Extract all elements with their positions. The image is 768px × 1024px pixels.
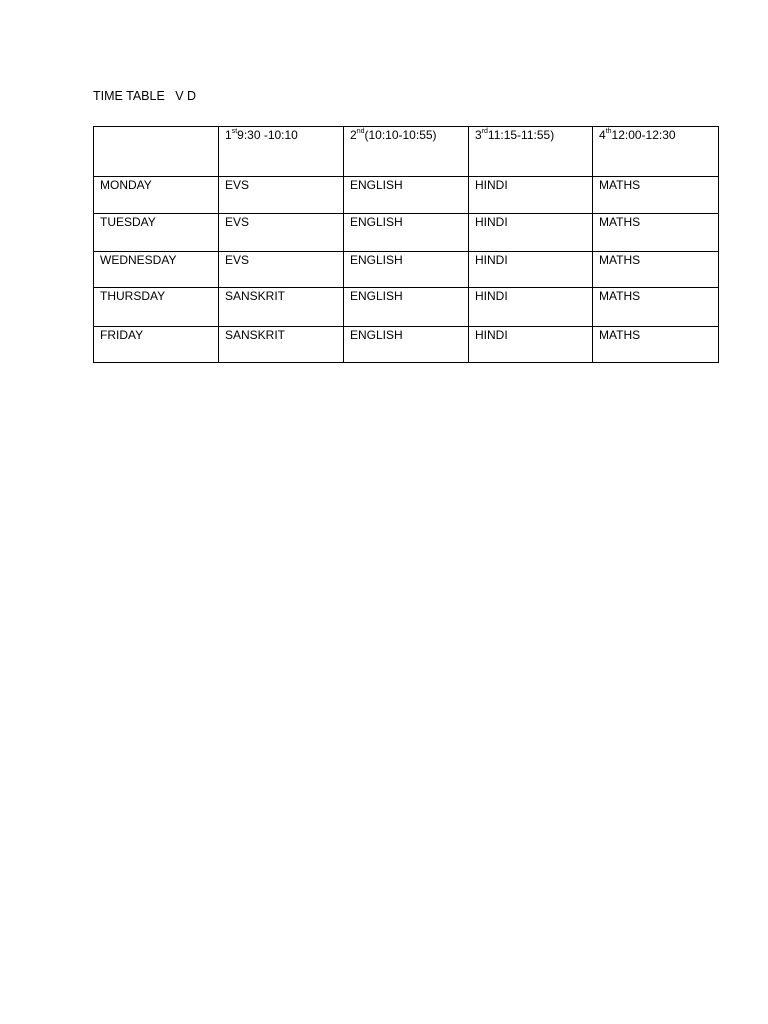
subject-cell: MATHS bbox=[593, 177, 719, 214]
table-row bbox=[94, 177, 719, 214]
subject-cell: HINDI bbox=[469, 214, 593, 252]
subject-cell: ENGLISH bbox=[344, 252, 469, 288]
day-cell: WEDNESDAY bbox=[94, 252, 219, 288]
period-header-2: 2nd(10:10-10:55) bbox=[344, 127, 469, 177]
subject-cell: MATHS bbox=[593, 288, 719, 327]
timetable bbox=[93, 126, 719, 363]
period-header-3: 3rd11:15-11:55) bbox=[469, 127, 593, 177]
subject-cell: EVS bbox=[219, 214, 344, 252]
subject-cell: SANSKRIT bbox=[219, 327, 344, 363]
subject-cell: HINDI bbox=[469, 288, 593, 327]
table-row bbox=[94, 288, 719, 327]
subject-cell: SANSKRIT bbox=[219, 288, 344, 327]
period-header-1: 1st9:30 -10:10 bbox=[219, 127, 344, 177]
corner-cell bbox=[94, 127, 219, 177]
subject-cell: ENGLISH bbox=[344, 177, 469, 214]
day-cell: FRIDAY bbox=[94, 327, 219, 363]
subject-cell: MATHS bbox=[593, 214, 719, 252]
subject-cell: HINDI bbox=[469, 177, 593, 214]
subject-cell: MATHS bbox=[593, 252, 719, 288]
page-title: TIME TABLE V D bbox=[93, 89, 197, 103]
day-cell: TUESDAY bbox=[94, 214, 219, 252]
table-row bbox=[94, 214, 719, 252]
subject-cell: EVS bbox=[219, 177, 344, 214]
subject-cell: ENGLISH bbox=[344, 288, 469, 327]
subject-cell: HINDI bbox=[469, 327, 593, 363]
subject-cell: HINDI bbox=[469, 252, 593, 288]
table-row bbox=[94, 327, 719, 363]
period-header-4: 4th12:00-12:30 bbox=[593, 127, 719, 177]
subject-cell: EVS bbox=[219, 252, 344, 288]
subject-cell: MATHS bbox=[593, 327, 719, 363]
subject-cell: ENGLISH bbox=[344, 214, 469, 252]
table-row bbox=[94, 252, 719, 288]
subject-cell: ENGLISH bbox=[344, 327, 469, 363]
header-row bbox=[94, 127, 719, 177]
day-cell: MONDAY bbox=[94, 177, 219, 214]
day-cell: THURSDAY bbox=[94, 288, 219, 327]
